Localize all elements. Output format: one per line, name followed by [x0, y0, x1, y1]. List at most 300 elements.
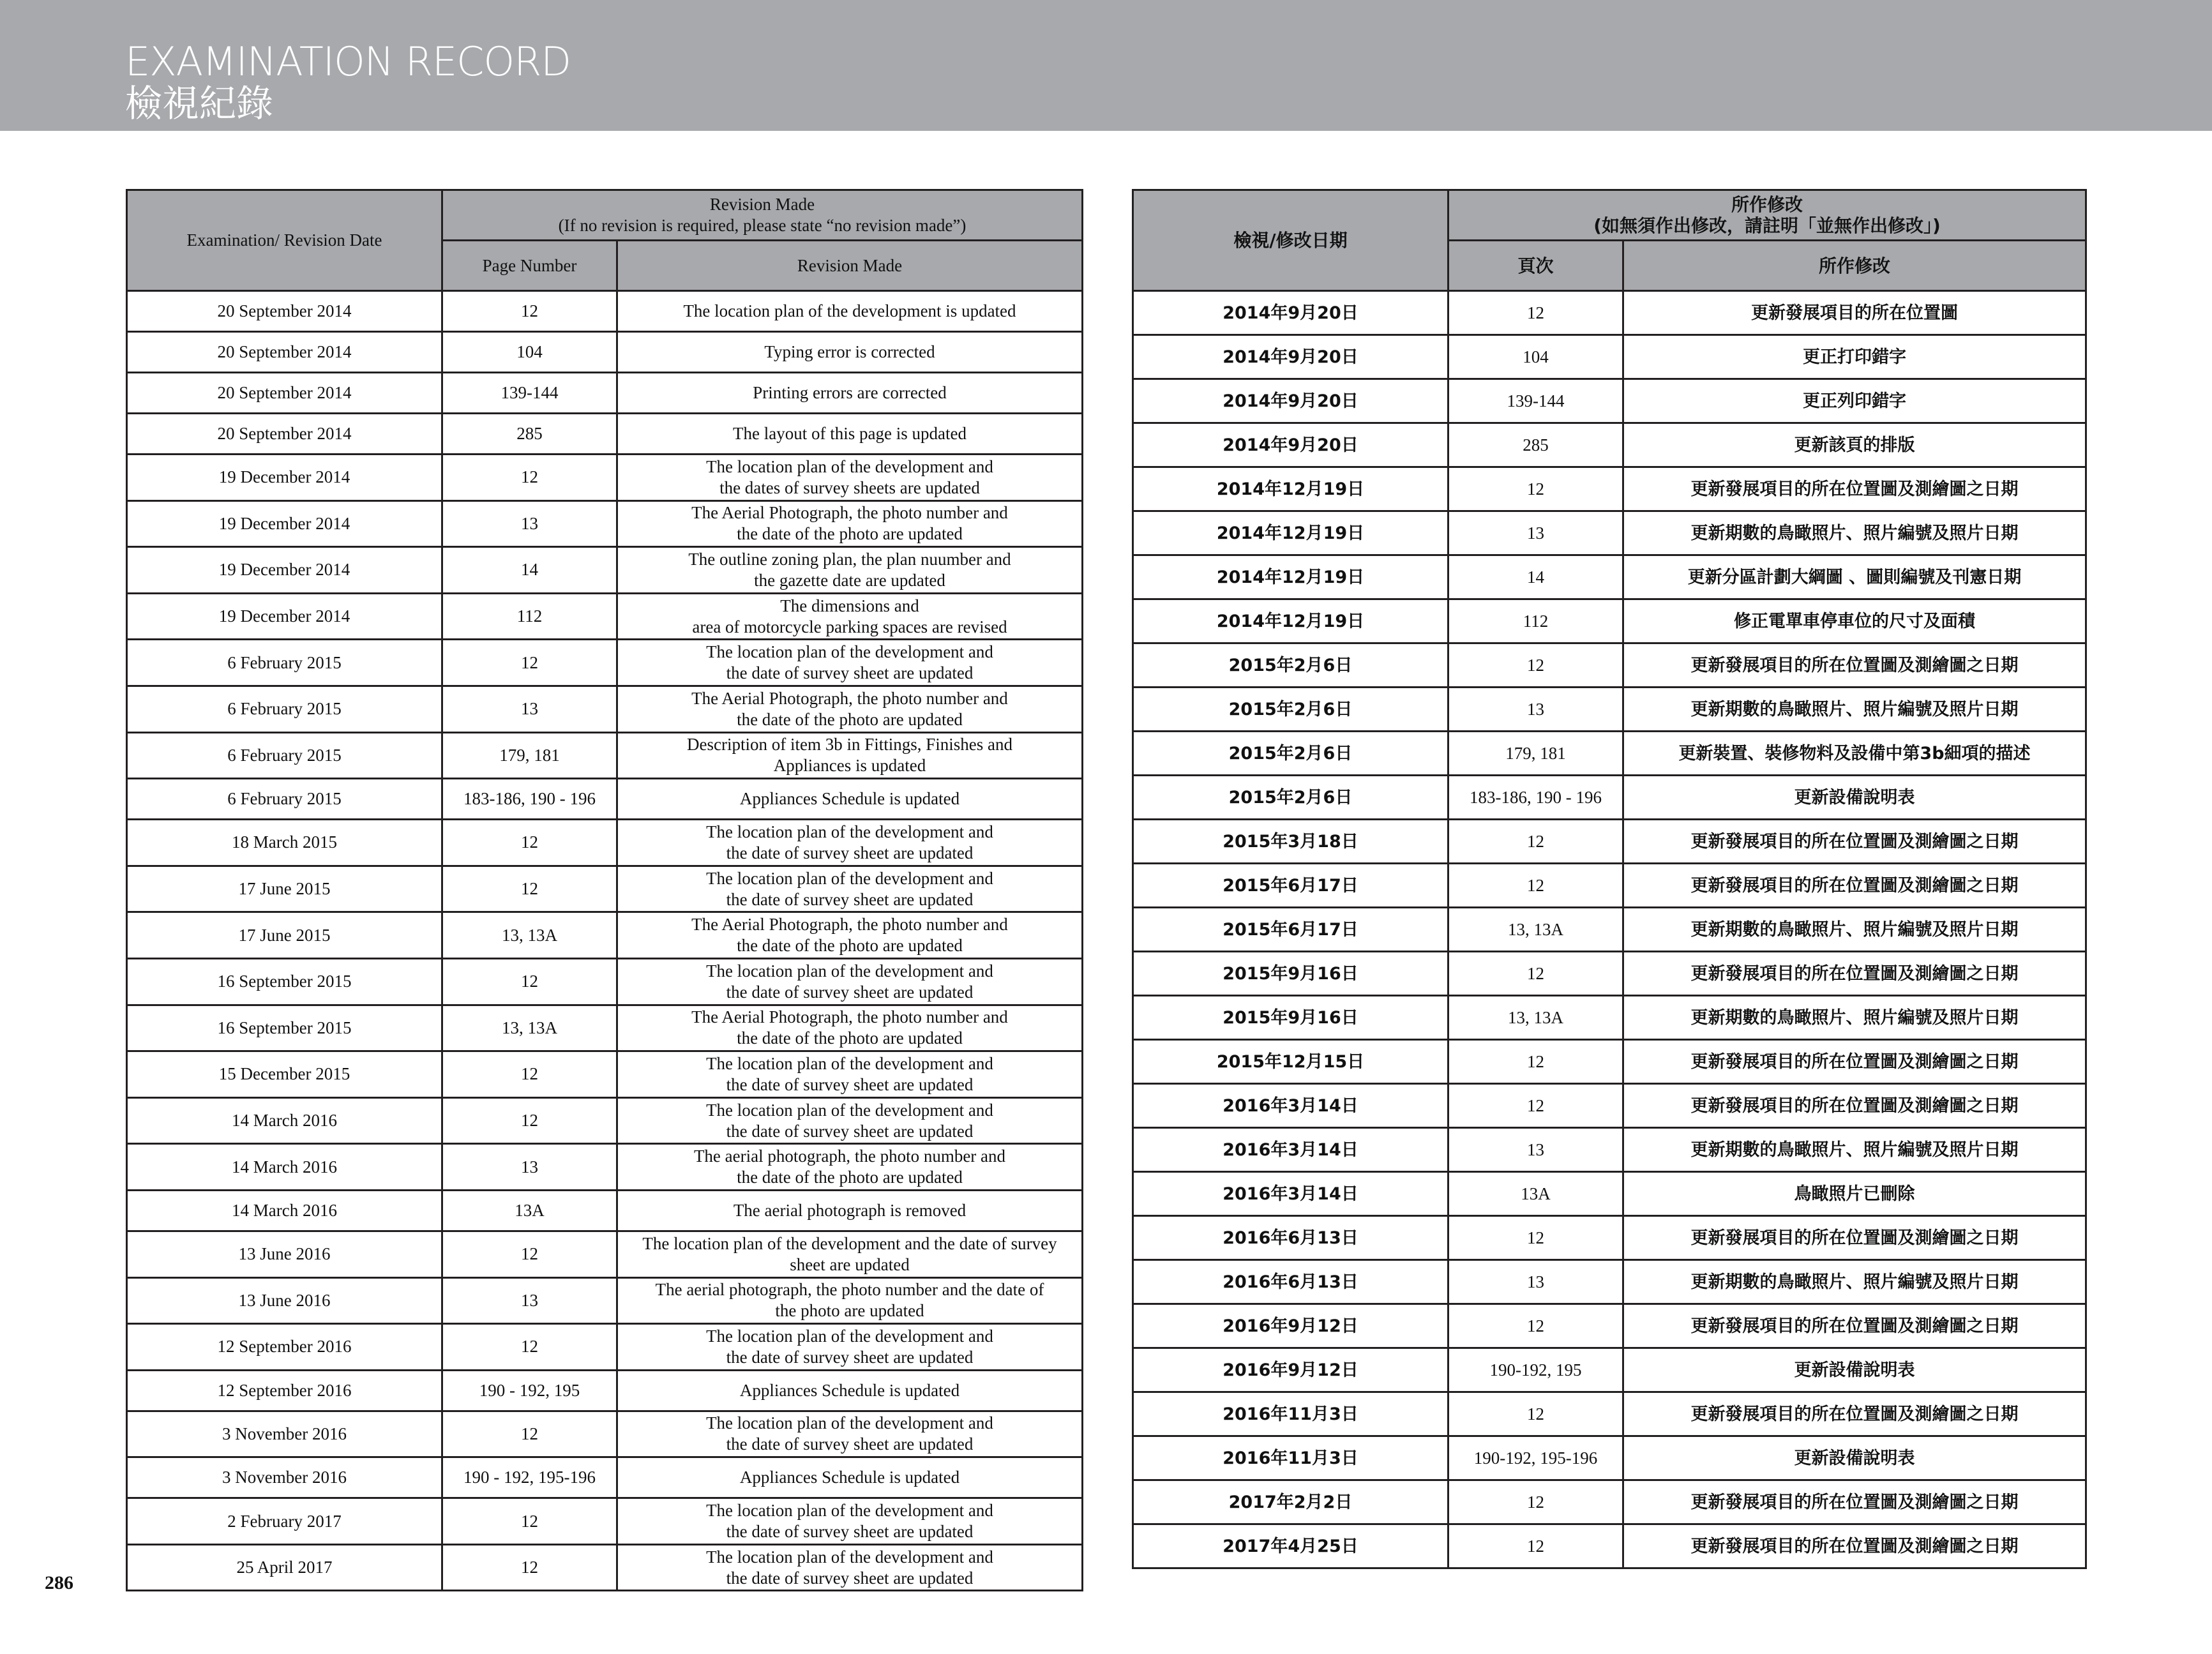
revision-column-header-chinese: 所作修改 — [1623, 241, 2086, 291]
revision-description — [617, 732, 1083, 779]
revision-date: 16 September 2015 — [127, 958, 442, 1005]
revision-date: 2015年2月6日 — [1133, 688, 1448, 732]
revision-date: 14 March 2016 — [127, 1190, 442, 1231]
page-number-cell: 12 — [1448, 467, 1623, 511]
revision-line: the photo are updated — [775, 1301, 924, 1321]
page-number-cell: 179, 181 — [1448, 732, 1623, 776]
revision-date: 2017年2月2日 — [1133, 1480, 1448, 1524]
revision-line: area of motorcycle parking spaces are revised — [692, 617, 1007, 636]
revision-date: 2016年3月14日 — [1133, 1172, 1448, 1216]
revision-line: the date of the photo are updated — [737, 524, 963, 544]
english-record-table — [126, 189, 1083, 1591]
page-number-cell: 13 — [442, 500, 617, 547]
revision-description — [617, 1544, 1083, 1591]
revision-description: 更新期數的鳥瞰照片、照片編號及照片日期 — [1623, 996, 2086, 1040]
revision-description: 更新發展項目的所在位置圖及測繪圖之日期 — [1623, 952, 2086, 996]
revision-description: 更新期數的鳥瞰照片、照片編號及照片日期 — [1623, 511, 2086, 555]
revision-description: 更新設備說明表 — [1623, 776, 2086, 820]
revision-date: 3 November 2016 — [127, 1411, 442, 1457]
revision-description: 更新發展項目的所在位置圖及測繪圖之日期 — [1623, 1524, 2086, 1568]
revision-date: 6 February 2015 — [127, 640, 442, 686]
revision-column-header: Revision Made — [617, 241, 1083, 291]
page-number-cell: 13, 13A — [442, 912, 617, 959]
table-row — [127, 732, 1083, 779]
revision-line: The outline zoning plan, the plan nuumber and — [688, 549, 1011, 569]
page-number-cell: 12 — [1448, 643, 1623, 688]
page-number-cell: 13A — [442, 1190, 617, 1231]
revision-group-note: (If no revision is required, please state “no revision made”) — [558, 216, 967, 235]
revision-date: 2017年4月25日 — [1133, 1524, 1448, 1568]
revision-date: 2015年9月16日 — [1133, 952, 1448, 996]
chinese-record-table — [1132, 189, 2087, 1569]
revision-description — [617, 547, 1083, 594]
table-row — [127, 640, 1083, 686]
table-row — [1133, 952, 2086, 996]
revision-line: the date of the photo are updated — [737, 936, 963, 956]
revision-line: Appliances Schedule is updated — [739, 1468, 960, 1487]
revision-date: 2015年3月18日 — [1133, 820, 1448, 864]
page-number-cell: 12 — [442, 1498, 617, 1545]
revision-date: 19 December 2014 — [127, 500, 442, 547]
revision-date: 2014年12月19日 — [1133, 599, 1448, 643]
revision-date: 13 June 2016 — [127, 1277, 442, 1324]
revision-description — [617, 866, 1083, 912]
revision-group-header-chinese — [1448, 190, 2086, 241]
revision-line: The location plan of the development and — [706, 822, 993, 841]
revision-date: 2015年12月15日 — [1133, 1040, 1448, 1084]
page-number-cell: 13 — [1448, 688, 1623, 732]
revision-description: 修正電單車停車位的尺寸及面積 — [1623, 599, 2086, 643]
revision-description — [617, 373, 1083, 414]
page-number-cell: 190 - 192, 195-196 — [442, 1457, 617, 1498]
table-row — [127, 332, 1083, 373]
revision-line: The Aerial Photograph, the photo number and — [691, 1007, 1008, 1027]
revision-description — [617, 1051, 1083, 1098]
revision-line: Appliances Schedule is updated — [739, 789, 960, 809]
revision-date: 3 November 2016 — [127, 1457, 442, 1498]
table-row — [1133, 1392, 2086, 1436]
revision-line: the date of survey sheet are updated — [726, 889, 974, 909]
revision-group-note-chinese: (如無須作出修改，請註明「並無作出修改」) — [1593, 215, 1941, 236]
revision-date: 20 September 2014 — [127, 332, 442, 373]
table-row — [127, 1051, 1083, 1098]
revision-description — [617, 291, 1083, 332]
page-number-cell: 12 — [442, 958, 617, 1005]
revision-date: 16 September 2015 — [127, 1005, 442, 1051]
page-number-cell: 12 — [1448, 864, 1623, 908]
revision-line: the date of survey sheet are updated — [726, 843, 974, 862]
revision-line: the date of the photo are updated — [737, 709, 963, 729]
revision-description — [617, 640, 1083, 686]
page-number-cell: 183-186, 190 - 196 — [442, 779, 617, 820]
page-number-cell: 13 — [1448, 511, 1623, 555]
revision-date: 12 September 2016 — [127, 1370, 442, 1411]
revision-line: sheet are updated — [790, 1254, 910, 1274]
revision-date: 2014年9月20日 — [1133, 335, 1448, 379]
revision-date: 6 February 2015 — [127, 779, 442, 820]
date-column-header: Examination/ Revision Date — [127, 190, 442, 291]
page-number-cell: 13, 13A — [1448, 996, 1623, 1040]
table-row — [1133, 335, 2086, 379]
revision-description — [617, 1277, 1083, 1324]
page-number-cell: 13 — [442, 686, 617, 732]
page-number-cell: 12 — [1448, 820, 1623, 864]
page-number-cell: 190-192, 195 — [1448, 1348, 1623, 1392]
table-row — [127, 1370, 1083, 1411]
table-row — [1133, 511, 2086, 555]
revision-description: 鳥瞰照片已刪除 — [1623, 1172, 2086, 1216]
revision-line: The location plan of the development and — [706, 1326, 993, 1346]
table-row — [127, 1457, 1083, 1498]
revision-line: Description of item 3b in Fittings, Finishes and — [687, 735, 1012, 755]
revision-date: 2 February 2017 — [127, 1498, 442, 1545]
revision-line: Appliances Schedule is updated — [739, 1380, 960, 1400]
table-row — [127, 958, 1083, 1005]
table-row — [127, 593, 1083, 640]
page-number-cell: 179, 181 — [442, 732, 617, 779]
revision-line: The location plan of the development and — [706, 961, 993, 981]
revision-description — [617, 912, 1083, 959]
table-row — [127, 1411, 1083, 1457]
revision-date: 17 June 2015 — [127, 866, 442, 912]
revision-line: the date of survey sheet are updated — [726, 982, 974, 1002]
revision-description: 更新分區計劃大綱圖 、圖則編號及刊憲日期 — [1623, 555, 2086, 599]
table-row — [127, 1005, 1083, 1051]
page-number-cell: 12 — [1448, 291, 1623, 335]
table-row — [1133, 1348, 2086, 1392]
revision-line: The dimensions and — [780, 596, 919, 615]
page-number-cell: 12 — [1448, 1040, 1623, 1084]
page-title: EXAMINATION RECORD — [125, 38, 571, 85]
table-row — [1133, 555, 2086, 599]
table-row — [127, 1544, 1083, 1591]
page-number-cell: 12 — [442, 1097, 617, 1144]
table-row — [1133, 732, 2086, 776]
revision-line: The location plan of the development and — [706, 1100, 993, 1120]
table-row — [127, 866, 1083, 912]
revision-description — [617, 1498, 1083, 1545]
table-row — [1133, 996, 2086, 1040]
revision-date: 2015年2月6日 — [1133, 732, 1448, 776]
revision-line: The aerial photograph, the photo number and the date of — [655, 1280, 1044, 1300]
page-number-cell: 13 — [442, 1144, 617, 1191]
page-number-cell: 12 — [1448, 952, 1623, 996]
revision-description: 更新該頁的排版 — [1623, 423, 2086, 467]
revision-date: 20 September 2014 — [127, 414, 442, 455]
revision-line: Printing errors are corrected — [753, 383, 947, 402]
revision-line: The location plan of the development and — [706, 868, 993, 888]
revision-date: 19 December 2014 — [127, 593, 442, 640]
table-row — [127, 1190, 1083, 1231]
revision-line: The location plan of the development and — [706, 1501, 993, 1521]
table-row — [1133, 908, 2086, 952]
revision-line: The aerial photograph, the photo number and — [693, 1147, 1006, 1166]
page-number-cell: 112 — [442, 593, 617, 640]
revision-date: 2014年9月20日 — [1133, 379, 1448, 423]
table-row — [1133, 864, 2086, 908]
page-column-header: Page Number — [442, 241, 617, 291]
page-number-cell: 12 — [442, 640, 617, 686]
revision-description — [617, 332, 1083, 373]
table-row — [1133, 1480, 2086, 1524]
revision-description: 更新發展項目的所在位置圖及測繪圖之日期 — [1623, 1216, 2086, 1260]
revision-date: 2014年9月20日 — [1133, 291, 1448, 335]
page-number-cell: 12 — [442, 1544, 617, 1591]
revision-description — [617, 414, 1083, 455]
page-number-cell: 285 — [1448, 423, 1623, 467]
revision-description — [617, 593, 1083, 640]
table-row — [1133, 1260, 2086, 1304]
revision-line: the gazette date are updated — [754, 570, 945, 590]
revision-date: 20 September 2014 — [127, 291, 442, 332]
revision-description: 更新發展項目的所在位置圖及測繪圖之日期 — [1623, 1304, 2086, 1348]
revision-description — [617, 1097, 1083, 1144]
revision-date: 2016年11月3日 — [1133, 1436, 1448, 1480]
table-row — [127, 291, 1083, 332]
revision-description — [617, 1324, 1083, 1371]
revision-description: 更新發展項目的所在位置圖及測繪圖之日期 — [1623, 1040, 2086, 1084]
page-number-cell: 12 — [442, 455, 617, 501]
revision-description: 更新發展項目的所在位置圖及測繪圖之日期 — [1623, 1084, 2086, 1128]
revision-line: the date of survey sheet are updated — [726, 1121, 974, 1141]
revision-description: 更新發展項目的所在位置圖及測繪圖之日期 — [1623, 467, 2086, 511]
table-row — [127, 820, 1083, 866]
table-row — [127, 1144, 1083, 1191]
revision-description — [617, 820, 1083, 866]
page-number-cell: 14 — [1448, 555, 1623, 599]
page-number-cell: 13 — [442, 1277, 617, 1324]
revision-date: 2015年6月17日 — [1133, 864, 1448, 908]
page-number-cell: 12 — [1448, 1524, 1623, 1568]
table-row — [127, 373, 1083, 414]
revision-description: 更新期數的鳥瞰照片、照片編號及照片日期 — [1623, 908, 2086, 952]
table-row — [1133, 1304, 2086, 1348]
table-row — [1133, 1040, 2086, 1084]
revision-description: 更新期數的鳥瞰照片、照片編號及照片日期 — [1623, 1128, 2086, 1172]
revision-line: The layout of this page is updated — [733, 424, 967, 443]
revision-date: 25 April 2017 — [127, 1544, 442, 1591]
table-row — [1133, 1524, 2086, 1568]
revision-line: the date of survey sheet are updated — [726, 1347, 974, 1367]
page-number-cell: 12 — [1448, 1480, 1623, 1524]
revision-description: 更新設備說明表 — [1623, 1348, 2086, 1392]
revision-line: The location plan of the development and the date of survey — [642, 1233, 1057, 1253]
page-number-cell: 12 — [442, 1231, 617, 1277]
revision-description — [617, 958, 1083, 1005]
page-number-cell: 183-186, 190 - 196 — [1448, 776, 1623, 820]
page-number-cell: 12 — [1448, 1084, 1623, 1128]
table-row — [1133, 820, 2086, 864]
table-row — [127, 1097, 1083, 1144]
revision-date: 2014年12月19日 — [1133, 467, 1448, 511]
revision-description — [617, 1370, 1083, 1411]
revision-group-title: Revision Made — [709, 195, 815, 214]
revision-date: 2016年11月3日 — [1133, 1392, 1448, 1436]
revision-line: the dates of survey sheets are updated — [719, 477, 980, 497]
table-row — [127, 500, 1083, 547]
revision-date: 12 September 2016 — [127, 1324, 442, 1371]
revision-description: 更新發展項目的所在位置圖及測繪圖之日期 — [1623, 864, 2086, 908]
revision-description: 更正列印錯字 — [1623, 379, 2086, 423]
page-title-chinese: 檢視紀錄 — [125, 82, 274, 125]
revision-date: 2014年12月19日 — [1133, 555, 1448, 599]
revision-description: 更新發展項目的所在位置圖 — [1623, 291, 2086, 335]
revision-description — [617, 779, 1083, 820]
revision-line: The aerial photograph is removed — [733, 1200, 967, 1220]
page-number-cell: 104 — [442, 332, 617, 373]
revision-line: Typing error is corrected — [764, 342, 935, 361]
revision-date: 14 March 2016 — [127, 1144, 442, 1191]
revision-description: 更新發展項目的所在位置圖及測繪圖之日期 — [1623, 1392, 2086, 1436]
page-number-cell: 139-144 — [442, 373, 617, 414]
revision-date: 18 March 2015 — [127, 820, 442, 866]
page-number-cell: 12 — [1448, 1216, 1623, 1260]
revision-date: 20 September 2014 — [127, 373, 442, 414]
revision-date: 13 June 2016 — [127, 1231, 442, 1277]
revision-date: 2016年9月12日 — [1133, 1304, 1448, 1348]
page-number-cell: 12 — [1448, 1304, 1623, 1348]
revision-date: 2016年3月14日 — [1133, 1084, 1448, 1128]
table-row — [1133, 688, 2086, 732]
revision-line: The location plan of the development and — [706, 1053, 993, 1073]
page-number-cell: 12 — [442, 1324, 617, 1371]
revision-description — [617, 1411, 1083, 1457]
page-number-cell: 104 — [1448, 335, 1623, 379]
revision-description — [617, 500, 1083, 547]
revision-line: the date of survey sheet are updated — [726, 1522, 974, 1542]
table-row — [1133, 599, 2086, 643]
revision-line: The location plan of the development and — [706, 642, 993, 662]
revision-date: 2016年6月13日 — [1133, 1216, 1448, 1260]
revision-description — [617, 455, 1083, 501]
revision-line: The Aerial Photograph, the photo number and — [691, 503, 1008, 523]
header-banner — [0, 0, 2212, 131]
revision-description: 更正打印錯字 — [1623, 335, 2086, 379]
table-row — [127, 1324, 1083, 1371]
revision-description — [617, 1190, 1083, 1231]
table-row — [1133, 423, 2086, 467]
table-row — [127, 686, 1083, 732]
revision-description — [617, 1231, 1083, 1277]
page-number: 286 — [45, 1572, 73, 1593]
revision-group-title-chinese: 所作修改 — [1731, 194, 1803, 215]
revision-line: The location plan of the development and — [706, 1413, 993, 1433]
page-number-cell: 12 — [442, 866, 617, 912]
page-column-header-chinese: 頁次 — [1448, 241, 1623, 291]
page-number-cell: 13A — [1448, 1172, 1623, 1216]
revision-line: The location plan of the development is updated — [683, 301, 1016, 320]
table-row — [1133, 1172, 2086, 1216]
revision-description: 更新發展項目的所在位置圖及測繪圖之日期 — [1623, 820, 2086, 864]
page-number-cell: 12 — [442, 1411, 617, 1457]
revision-line: Appliances is updated — [773, 756, 926, 776]
page-number-cell: 190 - 192, 195 — [442, 1370, 617, 1411]
table-row — [1133, 291, 2086, 335]
page-number-cell: 12 — [1448, 1392, 1623, 1436]
table-row — [1133, 1128, 2086, 1172]
page-number-cell: 285 — [442, 414, 617, 455]
page-number-cell: 13, 13A — [1448, 908, 1623, 952]
revision-line: the date of survey sheet are updated — [726, 1074, 974, 1094]
revision-date: 6 February 2015 — [127, 686, 442, 732]
page-number-cell: 13 — [1448, 1128, 1623, 1172]
page-number-cell: 139-144 — [1448, 379, 1623, 423]
revision-date: 2014年9月20日 — [1133, 423, 1448, 467]
revision-line: the date of survey sheet are updated — [726, 663, 974, 683]
revision-date: 15 December 2015 — [127, 1051, 442, 1098]
table-row — [127, 455, 1083, 501]
table-row — [1133, 776, 2086, 820]
revision-description: 更新設備說明表 — [1623, 1436, 2086, 1480]
revision-group-header — [442, 190, 1083, 241]
table-row — [127, 1277, 1083, 1324]
revision-description: 更新期數的鳥瞰照片、照片編號及照片日期 — [1623, 688, 2086, 732]
page-number-cell: 13, 13A — [442, 1005, 617, 1051]
revision-line: The Aerial Photograph, the photo number and — [691, 688, 1008, 708]
page-number-cell: 112 — [1448, 599, 1623, 643]
table-row — [1133, 467, 2086, 511]
table-row — [127, 1231, 1083, 1277]
revision-description: 更新發展項目的所在位置圖及測繪圖之日期 — [1623, 643, 2086, 688]
revision-date: 2016年9月12日 — [1133, 1348, 1448, 1392]
revision-date: 2015年2月6日 — [1133, 776, 1448, 820]
revision-date: 2016年3月14日 — [1133, 1128, 1448, 1172]
page-number-cell: 13 — [1448, 1260, 1623, 1304]
table-row — [127, 779, 1083, 820]
revision-date: 6 February 2015 — [127, 732, 442, 779]
page-number-cell: 12 — [442, 1051, 617, 1098]
revision-line: the date of the photo are updated — [737, 1028, 963, 1048]
table-row — [1133, 1084, 2086, 1128]
table-row — [127, 414, 1083, 455]
revision-line: The location plan of the development and — [706, 456, 993, 476]
revision-description: 更新期數的鳥瞰照片、照片編號及照片日期 — [1623, 1260, 2086, 1304]
table-row — [127, 912, 1083, 959]
page-number-cell: 12 — [442, 820, 617, 866]
revision-line: The location plan of the development and — [706, 1547, 993, 1567]
revision-description — [617, 1457, 1083, 1498]
table-row — [1133, 1436, 2086, 1480]
date-column-header-chinese: 檢視/修改日期 — [1133, 190, 1448, 291]
revision-description — [617, 1005, 1083, 1051]
page-number-cell: 14 — [442, 547, 617, 594]
revision-description: 更新發展項目的所在位置圖及測繪圖之日期 — [1623, 1480, 2086, 1524]
table-row — [1133, 643, 2086, 688]
revision-date: 2015年9月16日 — [1133, 996, 1448, 1040]
revision-date: 14 March 2016 — [127, 1097, 442, 1144]
table-row — [127, 547, 1083, 594]
revision-description — [617, 686, 1083, 732]
page-number-cell: 190-192, 195-196 — [1448, 1436, 1623, 1480]
revision-date: 19 December 2014 — [127, 547, 442, 594]
revision-description — [617, 1144, 1083, 1191]
revision-line: The Aerial Photograph, the photo number and — [691, 915, 1008, 935]
revision-date: 2015年6月17日 — [1133, 908, 1448, 952]
revision-line: the date of survey sheet are updated — [726, 1568, 974, 1588]
revision-date: 17 June 2015 — [127, 912, 442, 959]
table-row — [1133, 379, 2086, 423]
revision-description: 更新裝置、裝修物料及設備中第3b細項的描述 — [1623, 732, 2086, 776]
table-row — [127, 1498, 1083, 1545]
revision-date: 2014年12月19日 — [1133, 511, 1448, 555]
revision-line: the date of survey sheet are updated — [726, 1434, 974, 1454]
page-number-cell: 12 — [442, 291, 617, 332]
revision-date: 2016年6月13日 — [1133, 1260, 1448, 1304]
revision-date: 2015年2月6日 — [1133, 643, 1448, 688]
table-row — [1133, 1216, 2086, 1260]
revision-line: the date of the photo are updated — [737, 1168, 963, 1187]
revision-date: 19 December 2014 — [127, 455, 442, 501]
